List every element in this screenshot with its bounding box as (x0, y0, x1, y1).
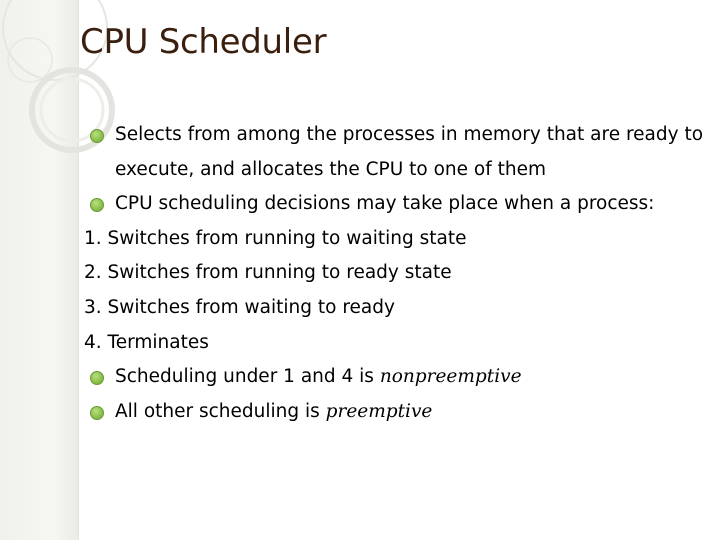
green-disc-bullet-icon (90, 198, 104, 212)
numbered-item (84, 256, 704, 291)
slide-title: CPU Scheduler (80, 22, 327, 62)
list-item (84, 118, 704, 187)
green-disc-bullet-icon (90, 406, 104, 420)
numbered-item (84, 222, 704, 257)
numbered-text: 4. Terminates (84, 331, 209, 353)
emphasis-text: preemptive (325, 400, 433, 422)
numbered-text: 1. Switches from running to waiting state (84, 227, 467, 249)
list-item (84, 360, 704, 395)
bullet-text: CPU scheduling decisions may take place when a process: (115, 193, 655, 215)
bullet-text: All other scheduling is (115, 400, 326, 422)
numbered-text: 3. Switches from waiting to ready (84, 296, 395, 318)
emphasis-text: nonpreemptive (379, 366, 522, 388)
bullet-text: Selects from among the processes in memory that are ready to execute, and allocates the CPU to one of them (115, 124, 704, 180)
green-disc-bullet-icon (90, 129, 104, 143)
numbered-item (84, 291, 704, 326)
slide-content (84, 118, 704, 429)
numbered-item (84, 326, 704, 361)
bullet-text: Scheduling under 1 and 4 is (115, 366, 380, 388)
numbered-text: 2. Switches from running to ready state (84, 262, 452, 284)
list-item (84, 395, 704, 430)
green-disc-bullet-icon (90, 371, 104, 385)
list-item (84, 187, 704, 222)
